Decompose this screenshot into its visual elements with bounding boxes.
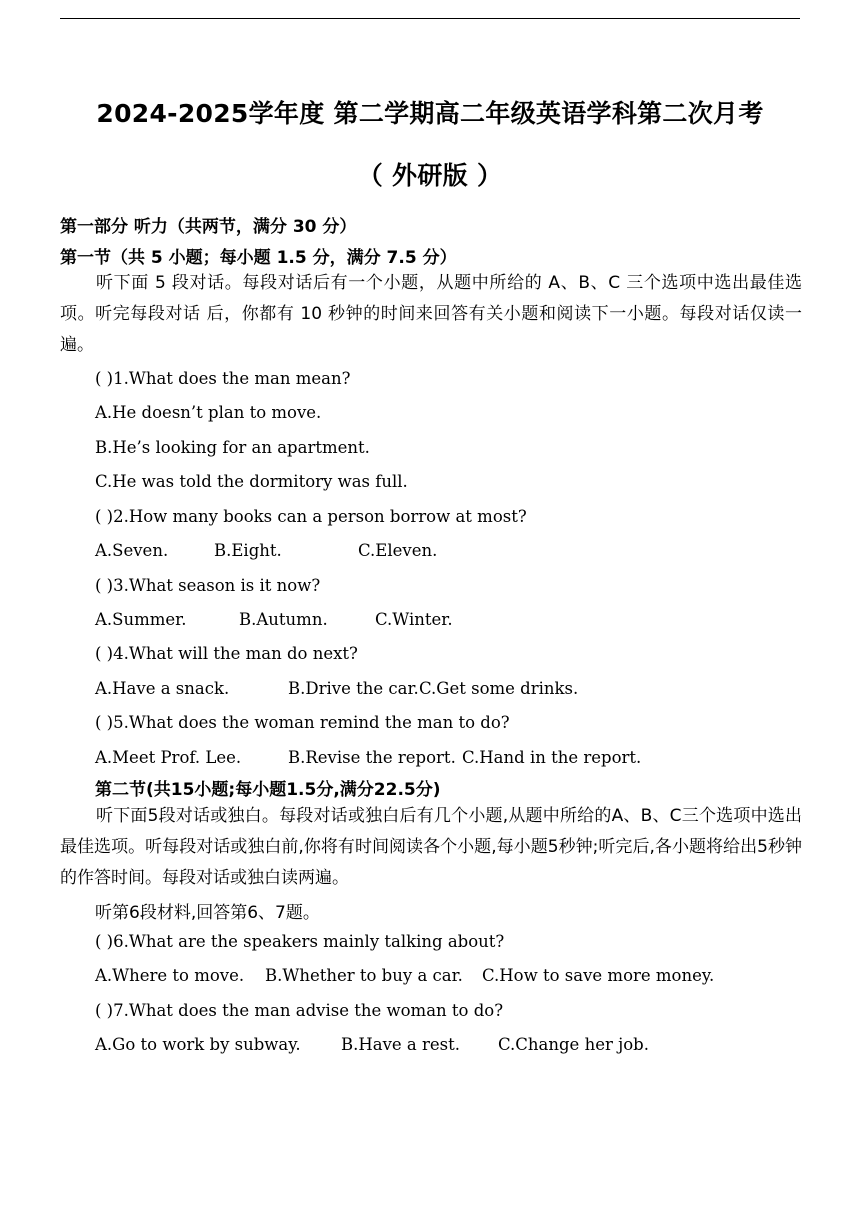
question-7-option-c: C.Change her job. [498,1035,649,1054]
question-4-option-a: A.Have a snack. [95,679,230,698]
question-1-option-c: C.He was told the dormitory was full. [95,472,408,491]
question-2-option-b: B.Eight. [214,541,282,560]
question-4-option-b: B.Drive the car. [288,679,419,698]
exam-title: 2024-2025学年度 第二学期高二年级英语学科第二次月考 [96,99,764,128]
question-1-option-b: B.He’s looking for an apartment. [95,438,370,457]
question-2-option-c: C.Eleven. [358,541,438,560]
question-7-option-a: A.Go to work by subway. [95,1035,301,1054]
question-1-option-a: A.He doesn’t plan to move. [95,403,322,422]
section2-instructions: 听下面5段对话或独白。每段对话或独白后有几个小题,从题中所给的A、B、C三个选项中选出最佳选项。听每段对话或独白前,你将有时间阅读各个小题,每小题5秒钟;听完后,各小题将给出5秒钟的作答时间。每段对话或独白读两遍。 [60,806,802,888]
question-3-option-c: C.Winter. [375,610,453,629]
question-3-stem: ( )3.What season is it now? [95,576,321,595]
question-7-option-b: B.Have a rest. [341,1035,461,1054]
question-6-stem: ( )6.What are the speakers mainly talking about? [95,932,505,951]
question-3-option-b: B.Autumn. [239,610,328,629]
question-5-stem: ( )5.What does the woman remind the man to do? [95,713,510,732]
question-2-option-a: A.Seven. [95,541,169,560]
question-5-option-a: A.Meet Prof. Lee. [95,748,242,767]
question-6-option-c: C.How to save more money. [482,966,715,985]
question-6-option-b: B.Whether to buy a car. [265,966,463,985]
section2-heading: 第二节(共15小题;每小题1.5分,满分22.5分) [95,780,441,800]
question-6-option-a: A.Where to move. [95,966,245,985]
question-4-stem: ( )4.What will the man do next? [95,644,358,663]
question-5-option-c: C.Hand in the report. [462,748,642,767]
exam-subtitle: （ 外研版 ） [357,161,503,190]
question-1-stem: ( )1.What does the man mean? [95,369,351,388]
section1-heading: 第一节（共 5 小题；每小题 1.5 分，满分 7.5 分） [60,248,457,268]
section1-instructions: 听下面 5 段对话。每段对话后有一个小题，从题中所给的 A、B、C 三个选项中选出最佳选项。听完每段对话 后，你都有 10 秒钟的时间来回答有关小题和阅读下一小题。每段对话仅读一遍。 [60,273,802,355]
material-note: 听第6段材料,回答第6、7题。 [95,903,320,923]
question-7-stem: ( )7.What does the man advise the woman to do? [95,1001,504,1020]
question-4-option-c: C.Get some drinks. [419,679,579,698]
part1-heading: 第一部分 听力（共两节，满分 30 分） [60,217,357,237]
question-5-option-b: B.Revise the report. [288,748,456,767]
question-3-option-a: A.Summer. [95,610,187,629]
question-2-stem: ( )2.How many books can a person borrow at most? [95,507,527,526]
header-rule [60,18,800,19]
